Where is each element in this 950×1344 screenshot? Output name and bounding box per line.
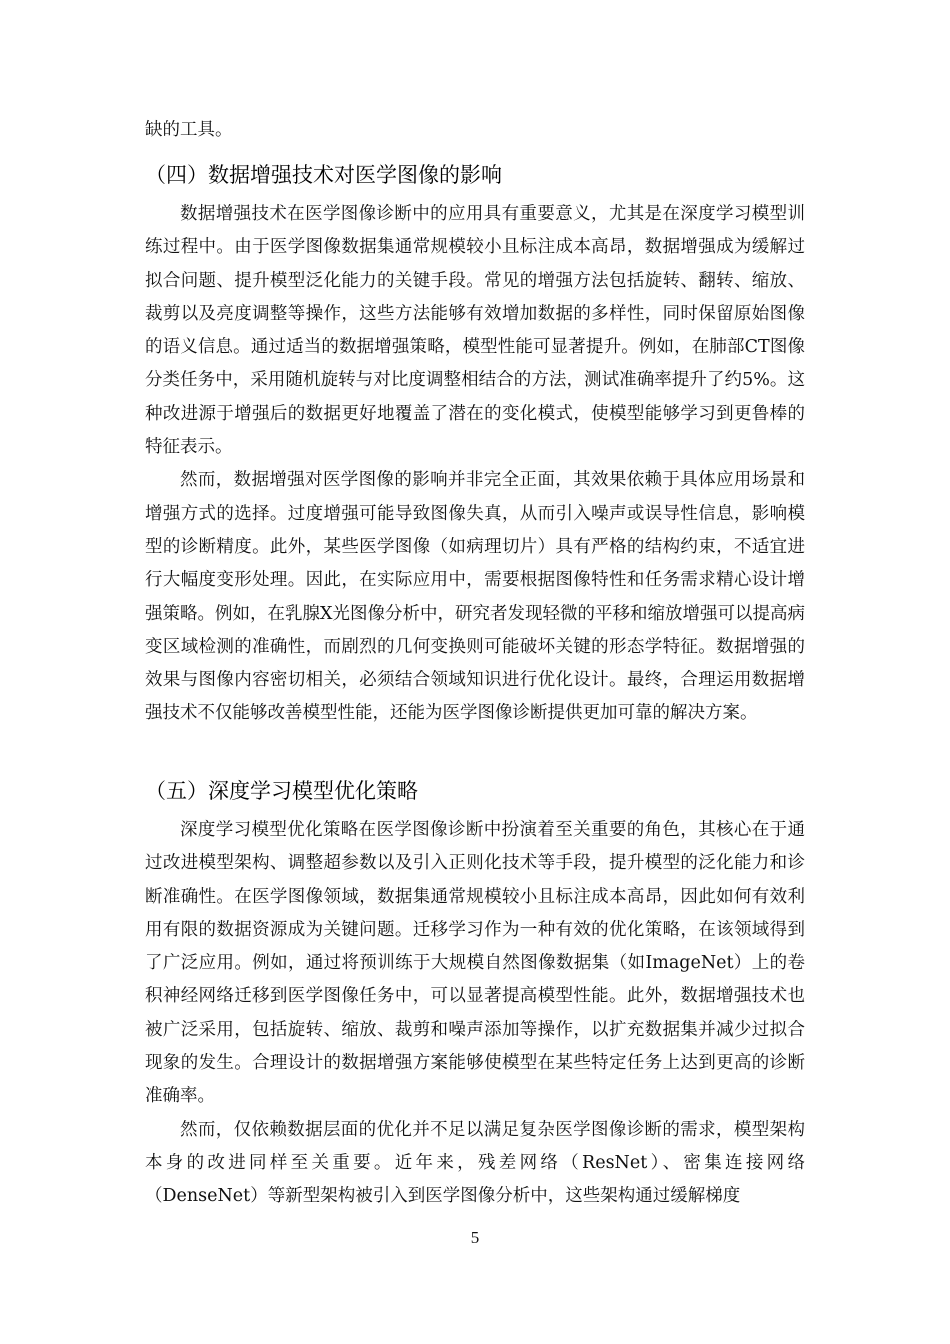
section-5-body: [145, 814, 805, 1214]
page-number: 5: [470, 1228, 480, 1247]
section-4-body: [145, 198, 805, 731]
section-5-paragraph-1: 深度学习模型优化策略在医学图像诊断中扮演着至关重要的角色，其核心在于通过改进模型架构、调整超参数以及引入正则化技术等手段，提升模型的泛化能力和诊断准确性。在医学图像领域，数据集通常规模较小且标注成本高昂，因此如何有效利用有限的数据资源成为关键问题。迁移学习作为一种有效的优化策略，在该领域得到了广泛应用。例如，通过将预训练于大规模自然图像数据集（如ImageNet）上的卷积神经网络迁移到医学图像任务中，可以显著提高模型性能。此外，数据增强技术也被广泛采用，包括旋转、缩放、裁剪和噪声添加等操作，以扩充数据集并减少过拟合现象的发生。合理设计的数据增强方案能够使模型在某些特定任务上达到更高的诊断准确率。: [145, 820, 805, 1107]
section-4-paragraph-1: 数据增强技术在医学图像诊断中的应用具有重要意义，尤其是在深度学习模型训练过程中。由于医学图像数据集通常规模较小且标注成本高昂，数据增强成为缓解过拟合问题、提升模型泛化能力的关键手段。常见的增强方法包括旋转、翻转、缩放、裁剪以及亮度调整等操作，这些方法能够有效增加数据的多样性，同时保留原始图像的语义信息。通过适当的数据增强策略，模型性能可显著提升。例如，在肺部CT图像分类任务中，采用随机旋转与对比度调整相结合的方法，测试准确率提升了约5%。这种改进源于增强后的数据更好地覆盖了潜在的变化模式，使模型能够学习到更鲁棒的特征表示。: [145, 204, 805, 458]
intro-continuation: 缺的工具。: [145, 120, 233, 140]
section-5-heading: （五）深度学习模型优化策略: [145, 779, 418, 803]
intro-block: [145, 114, 805, 147]
section-4-heading: （四）数据增强技术对医学图像的影响: [145, 163, 502, 187]
section-4-paragraph-2: 然而，数据增强对医学图像的影响并非完全正面，其效果依赖于具体应用场景和增强方式的选择。过度增强可能导致图像失真，从而引入噪声或误导性信息，影响模型的诊断精度。此外，某些医学图像（如病理切片）具有严格的结构约束，不适宜进行大幅度变形处理。因此，在实际应用中，需要根据图像特性和任务需求精心设计增强策略。例如，在乳腺X光图像分析中，研究者发现轻微的平移和缩放增强可以提高病变区域检测的准确性，而剧烈的几何变换则可能破坏关键的形态学特征。数据增强的效果与图像内容密切相关，必须结合领域知识进行优化设计。最终，合理运用数据增强技术不仅能够改善模型性能，还能为医学图像诊断提供更加可靠的解决方案。: [145, 470, 805, 724]
section-5-paragraph-2: 然而，仅依赖数据层面的优化并不足以满足复杂医学图像诊断的需求，模型架构本身的改进同样至关重要。近年来，残差网络（ResNet）、密集连接网络（DenseNet）等新型架构被引入到医学图像分析中，这些架构通过缓解梯度: [145, 1119, 805, 1207]
